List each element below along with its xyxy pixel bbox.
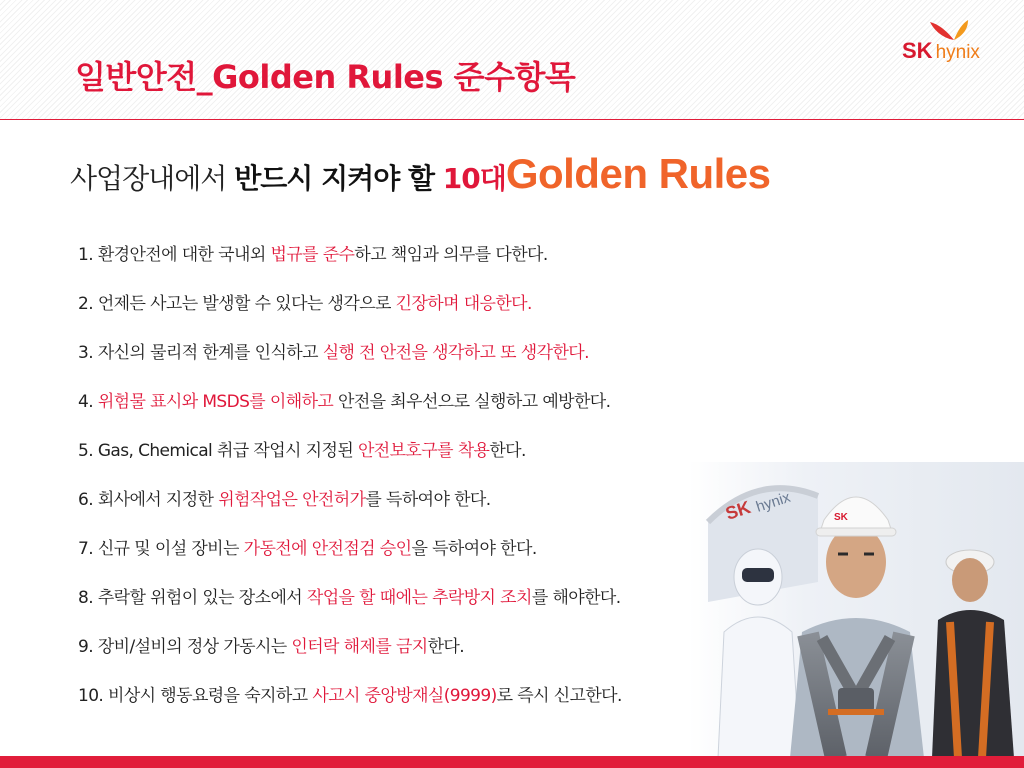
sign-product: hynix <box>753 488 793 516</box>
headline-prefix: 사업장내에서 <box>70 162 235 195</box>
rule-text: 로 즉시 신고한다. <box>496 686 622 706</box>
rule-text: 9. 장비/설비의 정상 가동시는 <box>78 637 292 657</box>
footer-bar <box>0 756 1024 768</box>
sign-brand: SK <box>723 497 754 524</box>
rule-text: 한다. <box>489 441 526 461</box>
rule-text: 1. 환경안전에 대한 국내외 <box>78 245 271 265</box>
header-divider <box>0 119 1024 120</box>
rule-text: 3. 자신의 물리적 한계를 인식하고 <box>78 343 323 363</box>
rule-highlight: 실행 전 안전을 생각하고 또 생각한다. <box>322 343 589 363</box>
rule-highlight: 사고시 중앙방재실(9999) <box>312 686 497 706</box>
headline <box>70 150 771 198</box>
page-title: 일반안전_Golden Rules 준수항목 <box>75 58 576 96</box>
logo-brand: SK <box>902 38 933 63</box>
rule-highlight: 작업을 할 때에는 추락방지 조치 <box>306 588 532 608</box>
rule-text: 를 해야한다. <box>531 588 621 608</box>
rule-text: 하고 책임과 의무를 다한다. <box>354 245 548 265</box>
rule-item-4 <box>78 387 622 436</box>
rule-highlight: 인터락 해제를 금지 <box>291 637 428 657</box>
rule-item-5 <box>78 436 622 485</box>
workers-illustration <box>688 462 1024 758</box>
rule-item-2 <box>78 289 622 338</box>
rule-highlight: 안전보호구를 착용 <box>357 441 490 461</box>
rules-list <box>78 240 622 730</box>
rule-item-8 <box>78 583 622 632</box>
rule-item-10 <box>78 681 622 730</box>
rule-item-1 <box>78 240 622 289</box>
headline-golden-rules: Golden Rules <box>505 150 771 197</box>
rule-text: 8. 추락할 위험이 있는 장소에서 <box>78 588 307 608</box>
rule-item-6 <box>78 485 622 534</box>
helmet-brand: SK <box>834 512 848 523</box>
rule-text: 를 득하여야 한다. <box>365 490 491 510</box>
rule-item-7 <box>78 534 622 583</box>
rule-text: 안전을 최우선으로 실행하고 예방한다. <box>333 392 611 412</box>
headline-emphasis: 반드시 지켜야 할 <box>234 162 443 195</box>
rule-highlight: 가동전에 안전점검 승인 <box>243 539 412 559</box>
rule-highlight: 법규를 준수 <box>270 245 355 265</box>
rule-highlight: 위험작업은 안전허가 <box>218 490 366 510</box>
rule-text: 5. Gas, Chemical 취급 작업시 지정된 <box>78 441 358 461</box>
rule-text: 4. <box>78 392 98 412</box>
rule-text: 을 득하여야 한다. <box>411 539 537 559</box>
rule-text: 10. 비상시 행동요령을 숙지하고 <box>78 686 313 706</box>
rule-text: 한다. <box>427 637 465 657</box>
rule-item-9 <box>78 632 622 681</box>
rule-highlight: 위험물 표시와 MSDS를 이해하고 <box>97 392 334 412</box>
safety-workers-photo <box>688 462 1024 758</box>
rule-item-3 <box>78 338 622 387</box>
sk-hynix-logo <box>902 18 1012 68</box>
rule-text: 7. 신규 및 이설 장비는 <box>78 539 244 559</box>
rule-text: 2. 언제든 사고는 발생할 수 있다는 생각으로 <box>78 294 396 314</box>
rule-highlight: 긴장하며 대응한다. <box>395 294 532 314</box>
logo-product: hynix <box>935 42 980 63</box>
headline-count: 10대 <box>442 162 506 195</box>
rule-text: 6. 회사에서 지정한 <box>78 490 219 510</box>
